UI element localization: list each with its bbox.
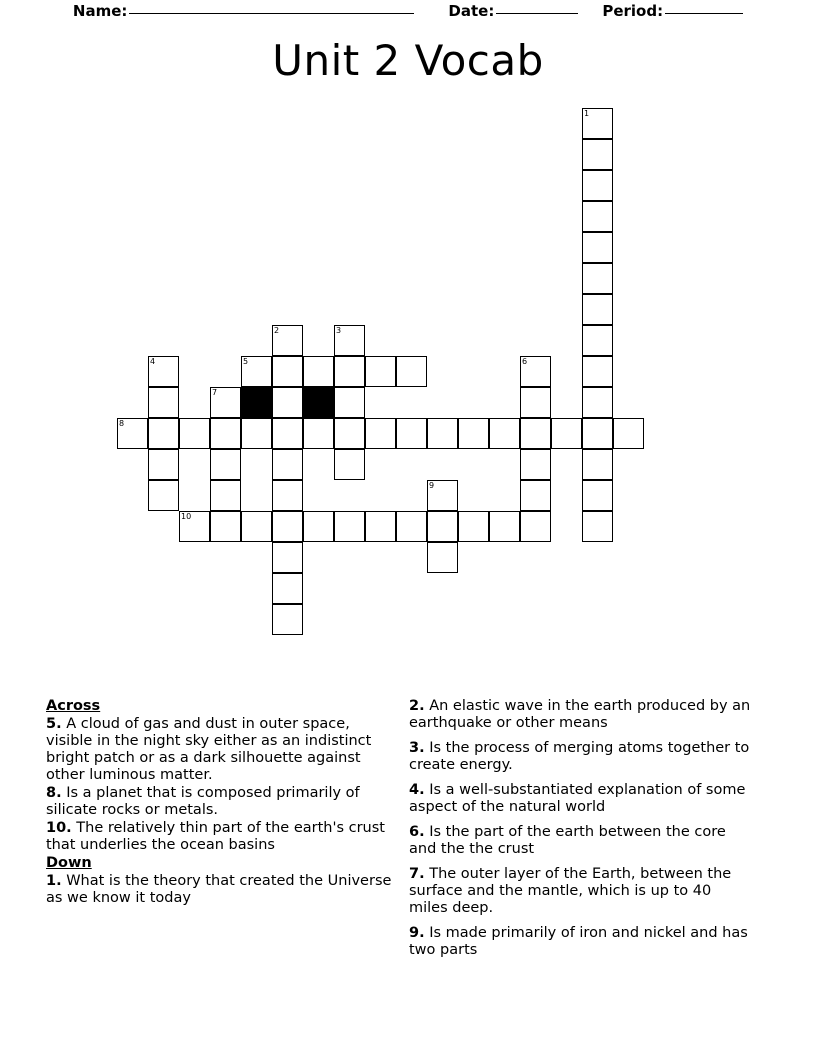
period-field [602,2,743,20]
grid-cell[interactable] [334,511,365,542]
date-label: Date: [448,2,495,20]
grid-cell[interactable] [551,418,582,449]
grid-cell[interactable] [458,511,489,542]
grid-cell[interactable] [458,418,489,449]
grid-cell[interactable] [520,418,551,449]
date-field [448,2,578,20]
grid-cell[interactable] [272,325,303,356]
grid-block [303,387,334,418]
name-label: Name: [72,2,128,20]
clue-number: 9. [409,925,425,941]
clue-number: 3. [409,740,425,756]
clue-down-1 [46,873,394,907]
clue-down-9 [409,925,754,959]
grid-cell[interactable] [272,449,303,480]
grid-cell-number: 4 [150,357,156,366]
clue-number: 1. [46,873,62,889]
clue-text: The relatively thin part of the earth's crust that underlies the ocean basins [46,820,385,853]
grid-cell[interactable] [582,449,613,480]
clue-text: Is a planet that is composed primarily of silicate rocks or metals. [46,785,360,818]
grid-cell[interactable] [365,511,396,542]
clue-spacer [409,733,754,740]
grid-cell[interactable] [148,356,179,387]
grid-cell[interactable] [582,139,613,170]
grid-cell[interactable] [582,387,613,418]
date-blank-line[interactable] [496,13,578,14]
grid-cell[interactable] [241,418,272,449]
clue-number: 4. [409,782,425,798]
name-field [73,2,414,20]
clue-text: Is made primarily of iron and nickel and has two parts [409,925,748,958]
clue-spacer [409,859,754,866]
clue-across-8 [46,785,394,819]
clue-down-6 [409,824,754,858]
grid-cell[interactable] [365,356,396,387]
clue-text: Is the process of merging atoms together to create energy. [409,740,750,773]
grid-cell[interactable] [272,604,303,635]
grid-cell[interactable] [396,418,427,449]
grid-cell[interactable] [303,511,334,542]
name-blank-line[interactable] [129,13,414,14]
clue-number: 6. [409,824,425,840]
grid-cell[interactable] [582,480,613,511]
grid-cell[interactable] [396,356,427,387]
period-label: Period: [602,2,664,20]
crossword-grid[interactable] [0,104,816,704]
period-blank-line[interactable] [665,13,743,14]
clue-number: 8. [46,785,62,801]
grid-cell[interactable] [210,418,241,449]
grid-cell[interactable] [582,294,613,325]
grid-cell[interactable] [272,387,303,418]
grid-cell[interactable] [520,449,551,480]
clues-column-right [409,698,754,960]
grid-cell[interactable] [210,480,241,511]
clue-spacer [409,918,754,925]
grid-cell[interactable] [520,387,551,418]
clue-spacer [409,775,754,782]
grid-cell[interactable] [179,511,210,542]
grid-cell[interactable] [489,418,520,449]
clue-down-3 [409,740,754,774]
grid-cell-number: 5 [243,357,249,366]
clue-text: An elastic wave in the earth produced by an earthquake or other means [409,698,751,731]
grid-cell[interactable] [396,511,427,542]
grid-cell[interactable] [148,480,179,511]
grid-cell[interactable] [148,387,179,418]
grid-cell[interactable] [210,449,241,480]
clue-text: What is the theory that created the Universe as we know it today [46,873,392,906]
grid-cell[interactable] [272,418,303,449]
grid-cell[interactable] [179,418,210,449]
grid-cell[interactable] [241,356,272,387]
clue-text: Is the part of the earth between the core and the the crust [409,824,726,857]
grid-cell[interactable] [272,356,303,387]
grid-cell[interactable] [334,325,365,356]
clue-number: 2. [409,698,425,714]
grid-cell[interactable] [489,511,520,542]
grid-cell[interactable] [582,201,613,232]
clue-text: Is a well-substantiated explanation of some aspect of the natural world [409,782,746,815]
across-heading: Across [46,698,101,714]
grid-cell-number: 10 [181,512,192,521]
clue-number: 7. [409,866,425,882]
grid-cell[interactable] [520,356,551,387]
grid-cell[interactable] [520,511,551,542]
clue-down-2 [409,698,754,732]
grid-cell[interactable] [613,418,644,449]
grid-cell[interactable] [582,418,613,449]
grid-cell[interactable] [520,480,551,511]
grid-cell[interactable] [241,511,272,542]
grid-cell[interactable] [272,511,303,542]
grid-cell[interactable] [334,387,365,418]
page-title: Unit 2 Vocab [272,36,544,85]
clues-section [0,698,816,988]
grid-block [241,387,272,418]
clue-across-10 [46,820,394,854]
grid-cell[interactable] [210,387,241,418]
down-heading: Down [46,855,92,871]
grid-cell[interactable] [148,418,179,449]
grid-cell-number: 6 [522,357,528,366]
grid-cell[interactable] [303,356,334,387]
grid-cell[interactable] [582,108,613,139]
clue-text: A cloud of gas and dust in outer space, visible in the night sky either as an indistinct bright patch or as a dark silhouette against other luminous matter. [46,716,372,783]
clue-down-4 [409,782,754,816]
grid-cell[interactable] [272,573,303,604]
grid-cell[interactable] [427,418,458,449]
clue-down-7 [409,866,754,917]
grid-cell[interactable] [582,511,613,542]
grid-cell[interactable] [334,449,365,480]
student-info-header [0,2,816,20]
grid-cell[interactable] [427,480,458,511]
grid-cell[interactable] [582,325,613,356]
clue-across-5 [46,716,394,784]
grid-cell[interactable] [334,356,365,387]
grid-cell[interactable] [365,418,396,449]
grid-cell[interactable] [582,170,613,201]
grid-cell-number: 1 [584,109,590,118]
grid-cell[interactable] [582,356,613,387]
grid-cell-number: 3 [336,326,342,335]
grid-cell-number: 8 [119,419,125,428]
grid-cell[interactable] [148,449,179,480]
grid-cell[interactable] [427,542,458,573]
grid-cell[interactable] [334,418,365,449]
grid-cell[interactable] [117,418,148,449]
grid-cell[interactable] [582,263,613,294]
grid-cell[interactable] [272,480,303,511]
grid-cell[interactable] [210,511,241,542]
grid-cell[interactable] [303,418,334,449]
clue-text: The outer layer of the Earth, between the surface and the mantle, which is up to 40 miles deep. [409,866,732,916]
grid-cell[interactable] [427,511,458,542]
clue-number: 5. [46,716,62,732]
grid-cell[interactable] [272,542,303,573]
clues-column-left [46,698,394,908]
grid-cell-number: 2 [274,326,280,335]
grid-cell-number: 7 [212,388,218,397]
grid-cell-number: 9 [429,481,435,490]
clue-number: 10. [46,820,72,836]
grid-cell[interactable] [582,232,613,263]
clue-spacer [409,817,754,824]
